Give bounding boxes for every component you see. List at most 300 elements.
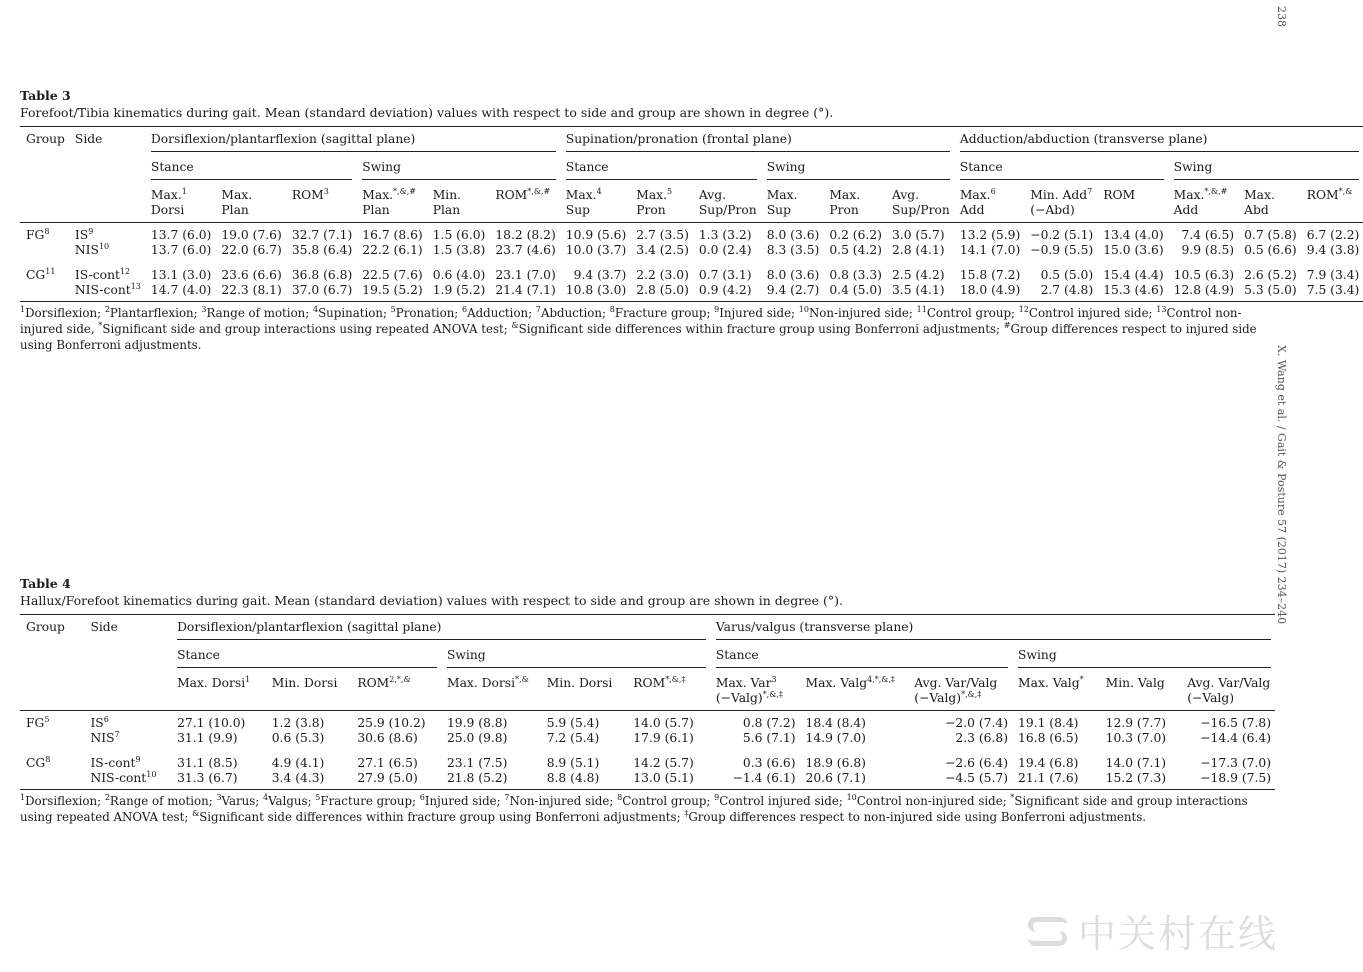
column-header-line1: Max. xyxy=(1244,188,1275,202)
phase-header: Swing xyxy=(761,155,954,183)
value-cell: 0.4 (5.0) xyxy=(829,283,882,297)
column-header xyxy=(351,671,441,710)
value-cell: 7.9 (3.4) xyxy=(1306,268,1360,282)
footnote-marker: 4 xyxy=(263,793,269,803)
value-cell: 2.8 (5.0) xyxy=(636,283,689,297)
footnote-marker: * xyxy=(98,321,103,331)
footnote-marker: 8 xyxy=(44,226,50,236)
value-cell: −16.5 (7.8) xyxy=(1200,716,1271,730)
footnote-text: Group differences respect to non-injured side using Bonferroni adjustments. xyxy=(688,810,1147,824)
value-cell: 37.0 (6.7) xyxy=(291,283,353,297)
group-label: FG xyxy=(26,228,45,242)
value-cell: 17.9 (6.1) xyxy=(633,731,694,745)
value-cell: 13.0 (5.1) xyxy=(633,771,694,785)
column-header-line1: Min. xyxy=(432,188,462,202)
column-header xyxy=(1168,183,1238,222)
column-header-line1: Max. Valg xyxy=(1018,676,1080,690)
side-label: IS-cont xyxy=(74,268,120,282)
footnote-marker: & xyxy=(192,809,200,819)
footnote-marker: *,&,‡ xyxy=(961,689,982,699)
group-label: FG xyxy=(26,716,45,730)
footnote-text: Control injured side; xyxy=(719,794,847,808)
value-cell: 0.9 (4.2) xyxy=(698,283,752,297)
footnote-marker: & xyxy=(511,321,519,331)
footnote-marker: # xyxy=(1003,321,1011,331)
footnote-text: Range of motion; xyxy=(206,306,313,320)
footnote-marker: *,& xyxy=(515,674,529,684)
column-header xyxy=(823,183,886,222)
footnote-marker: 1 xyxy=(20,305,26,315)
value-cell: 14.9 (7.0) xyxy=(805,731,866,745)
column-header-line1: Min. Valg xyxy=(1105,676,1165,690)
footnote-marker: 8 xyxy=(617,793,623,803)
table-row xyxy=(20,258,1363,283)
phase-header: Swing xyxy=(356,155,560,183)
column-header-line2: Plan xyxy=(432,203,461,217)
footnote-marker: 8 xyxy=(45,754,51,764)
value-cell: 5.9 (5.4) xyxy=(546,716,600,730)
footnote-text: Non-injured side; xyxy=(509,794,618,808)
footnote-marker: 8 xyxy=(609,305,615,315)
footnote-marker: *,& xyxy=(1338,186,1353,196)
value-cell: 8.3 (3.5) xyxy=(766,243,820,257)
column-header-line1: ROM xyxy=(1103,188,1136,202)
watermark xyxy=(1026,903,1278,958)
footnote-marker: *,&,# xyxy=(1204,186,1228,196)
column-header-line1: ROM xyxy=(495,188,528,202)
side-cell xyxy=(84,746,171,771)
value-cell: 9.4 (3.7) xyxy=(573,268,627,282)
column-header-line1: Max. Var xyxy=(715,676,772,690)
value-cell: 13.2 (5.9) xyxy=(959,228,1021,242)
value-cell: 10.5 (6.3) xyxy=(1173,268,1235,282)
footnote-text: Supination; xyxy=(318,306,391,320)
table4-footnote xyxy=(20,793,1275,825)
value-cell: 5.3 (5.0) xyxy=(1244,283,1297,297)
column-header xyxy=(266,671,352,710)
footnote-text: Range of motion; xyxy=(109,794,217,808)
column-header-line1: Min. Dorsi xyxy=(271,676,338,690)
value-cell: 1.5 (3.8) xyxy=(432,243,486,257)
value-cell: 15.4 (4.4) xyxy=(1103,268,1164,282)
value-cell: 15.0 (3.6) xyxy=(1103,243,1164,257)
value-cell: 15.2 (7.3) xyxy=(1105,771,1167,785)
column-header xyxy=(761,183,824,222)
value-cell: 0.2 (6.2) xyxy=(829,228,882,242)
value-cell: 18.4 (8.4) xyxy=(805,716,866,730)
footnote-marker: 5 xyxy=(315,793,321,803)
value-cell: 14.0 (5.7) xyxy=(633,716,694,730)
footnote-text: Adduction; xyxy=(467,306,536,320)
column-header xyxy=(693,183,761,222)
column-header-line2: Pron xyxy=(829,203,859,217)
column-header-line2: (−Valg) xyxy=(715,691,763,705)
footnote-marker: 1 xyxy=(20,793,26,803)
side-label: IS xyxy=(90,716,104,730)
column-header xyxy=(886,183,954,222)
value-cell: 2.3 (6.8) xyxy=(955,731,1009,745)
value-cell: 23.6 (6.6) xyxy=(221,268,282,282)
column-header xyxy=(954,183,1024,222)
side-cell xyxy=(84,711,171,732)
table-row xyxy=(20,771,1275,790)
value-cell: 13.1 (3.0) xyxy=(150,268,212,282)
value-cell: 22.0 (6.7) xyxy=(221,243,282,257)
column-header xyxy=(489,183,559,222)
value-cell: 7.5 (3.4) xyxy=(1306,283,1360,297)
watermark-text: 中关村在线 xyxy=(1077,912,1278,956)
value-cell: 19.9 (8.8) xyxy=(446,716,508,730)
footnote-marker: 7 xyxy=(114,729,120,739)
footnote-marker: 3 xyxy=(771,674,777,684)
value-cell: 2.2 (3.0) xyxy=(636,268,689,282)
value-cell: 0.0 (2.4) xyxy=(698,243,752,257)
column-header-line1: Max. xyxy=(829,188,861,202)
phase-header: Stance xyxy=(171,643,441,671)
footnote-marker: 11 xyxy=(45,266,56,276)
footnote-text: Non-injured side; xyxy=(808,306,917,320)
value-cell: 1.3 (3.2) xyxy=(698,228,752,242)
phase-header: Swing xyxy=(1012,643,1275,671)
value-cell: 27.1 (10.0) xyxy=(177,716,246,730)
column-header-line1: Avg. xyxy=(891,188,920,202)
phase-header: Stance xyxy=(710,643,1012,671)
footnote-marker: 7 xyxy=(504,793,510,803)
footnote-marker: 11 xyxy=(916,305,927,315)
value-cell: 0.8 (3.3) xyxy=(829,268,882,282)
column-header-line1: ROM xyxy=(1306,188,1339,202)
group-cell xyxy=(20,746,84,771)
footnote-marker: 7 xyxy=(535,305,541,315)
footnote-marker: 2,*,& xyxy=(389,674,411,684)
side-label: NIS-cont xyxy=(74,283,131,297)
value-cell: 18.2 (8.2) xyxy=(495,228,556,242)
value-cell: 15.8 (7.2) xyxy=(959,268,1021,282)
column-header-line1: Avg. Var/Valg xyxy=(1187,676,1271,690)
column-header xyxy=(1181,671,1275,710)
column-header xyxy=(560,183,630,222)
column-header-line1: Max. xyxy=(959,188,991,202)
side-header: Side xyxy=(90,620,118,634)
footnote-marker: 2 xyxy=(104,793,110,803)
footnote-marker: 9 xyxy=(135,754,141,764)
running-header: X. Wang et al. / Gait & Posture 57 (2017) 234–240 xyxy=(1275,345,1288,625)
column-header xyxy=(1301,183,1363,222)
column-header-line1: Max. xyxy=(221,188,253,202)
value-cell: 6.7 (2.2) xyxy=(1306,228,1360,242)
table-row xyxy=(20,283,1363,302)
value-cell: 3.5 (4.1) xyxy=(891,283,945,297)
footnote-marker: 5 xyxy=(390,305,396,315)
value-cell: 0.7 (5.8) xyxy=(1244,228,1297,242)
side-label: NIS xyxy=(74,243,99,257)
table4-block xyxy=(20,576,1275,825)
value-cell: 7.2 (5.4) xyxy=(546,731,600,745)
column-header-line2: Add xyxy=(1173,203,1199,217)
value-cell: 27.1 (6.5) xyxy=(357,756,418,770)
footnote-marker: 1 xyxy=(181,186,187,196)
value-cell: 18.9 (6.8) xyxy=(805,756,866,770)
column-header-line2: Plan xyxy=(362,203,390,217)
value-cell: 19.1 (8.4) xyxy=(1018,716,1079,730)
column-header-line1: Avg. xyxy=(698,188,726,202)
table-row xyxy=(20,746,1275,771)
footnote-marker: 4,*,&,‡ xyxy=(867,674,895,684)
value-cell: 2.7 (3.5) xyxy=(636,228,689,242)
footnote-text: Injured side; xyxy=(424,794,505,808)
footnote-text: Plantarflexion; xyxy=(109,306,202,320)
value-cell: 1.5 (6.0) xyxy=(432,228,486,242)
column-header-line1: Avg. Var/Valg xyxy=(914,676,998,690)
value-cell: 23.7 (4.6) xyxy=(495,243,556,257)
column-header-line1: Max. xyxy=(565,188,597,202)
column-header-line1: Max. xyxy=(1173,188,1205,202)
column-header-line2: Add xyxy=(959,203,985,217)
group-header: Group xyxy=(26,132,65,146)
footnote-text: Valgus; xyxy=(268,794,316,808)
table4-label: Table 4 xyxy=(20,576,71,591)
column-header xyxy=(1097,183,1167,222)
column-header xyxy=(908,671,1012,710)
footnote-text: Control non-injured side; xyxy=(856,794,1011,808)
column-header xyxy=(427,183,490,222)
side-cell xyxy=(69,223,145,244)
footnote-marker: 9 xyxy=(88,226,94,236)
plane-header: Dorsiflexion/plantarflexion (sagittal plane) xyxy=(145,127,560,156)
column-header-line2: Sup xyxy=(565,203,591,217)
group-cell xyxy=(20,771,84,790)
footnote-text: Control group; xyxy=(622,794,715,808)
footnote-text: Significant side and group interactions using repeated ANOVA test; xyxy=(102,322,512,336)
column-header-line2: Pron xyxy=(636,203,666,217)
table3 xyxy=(20,126,1363,302)
value-cell: −0.2 (5.1) xyxy=(1030,228,1094,242)
value-cell: 0.5 (5.0) xyxy=(1040,268,1094,282)
value-cell: 30.6 (8.6) xyxy=(357,731,418,745)
value-cell: 31.1 (8.5) xyxy=(177,756,238,770)
group-cell xyxy=(20,731,84,746)
footnote-marker: 9 xyxy=(714,793,720,803)
column-header-line2: Dorsi xyxy=(150,203,185,217)
column-header-line2: Abd xyxy=(1244,203,1269,217)
column-header-line1: ROM xyxy=(357,676,390,690)
phase-header: Swing xyxy=(441,643,710,671)
footnote-marker: *,&,‡ xyxy=(762,689,783,699)
column-header-line1: Max. xyxy=(150,188,182,202)
side-header: Side xyxy=(74,132,103,146)
value-cell: 21.4 (7.1) xyxy=(495,283,556,297)
footnote-marker: ‡ xyxy=(684,809,689,819)
value-cell: 31.1 (9.9) xyxy=(177,731,238,745)
value-cell: 8.8 (4.8) xyxy=(546,771,600,785)
value-cell: −1.4 (6.1) xyxy=(732,771,796,785)
value-cell: 13.4 (4.0) xyxy=(1103,228,1164,242)
footnote-marker: 6 xyxy=(419,793,425,803)
column-header xyxy=(441,671,541,710)
value-cell: 8.0 (3.6) xyxy=(766,228,820,242)
zol-logo-icon xyxy=(1026,913,1070,949)
column-header-line1: Max. xyxy=(636,188,668,202)
value-cell: 14.2 (5.7) xyxy=(633,756,694,770)
column-header-line1: Max. xyxy=(766,188,798,202)
column-header xyxy=(171,671,266,710)
group-label: CG xyxy=(26,268,46,282)
footnote-marker: 10 xyxy=(798,305,809,315)
group-cell xyxy=(20,283,69,302)
footnote-marker: 12 xyxy=(1018,305,1029,315)
phase-header: Stance xyxy=(145,155,356,183)
footnote-text: Abduction; xyxy=(540,306,610,320)
column-header xyxy=(215,183,285,222)
side-cell xyxy=(69,258,145,283)
table-row xyxy=(20,731,1275,746)
side-label: IS xyxy=(74,228,89,242)
footnote-marker: 2 xyxy=(104,305,110,315)
value-cell: 4.9 (4.1) xyxy=(271,756,325,770)
value-cell: 15.3 (4.6) xyxy=(1103,283,1164,297)
value-cell: 3.4 (2.5) xyxy=(636,243,689,257)
footnote-text: Dorsiflexion; xyxy=(25,794,105,808)
value-cell: −17.3 (7.0) xyxy=(1200,756,1271,770)
value-cell: 9.4 (2.7) xyxy=(766,283,820,297)
footnote-text: Significant side differences within fracture group using Bonferroni adjustments; xyxy=(199,810,685,824)
group-cell xyxy=(20,711,84,732)
table3-caption: Forefoot/Tibia kinematics during gait. Mean (standard deviation) values with respect to side and group are shown in degree (°). xyxy=(20,105,834,120)
table3-label: Table 3 xyxy=(20,88,71,103)
column-header xyxy=(541,671,628,710)
value-cell: 2.6 (5.2) xyxy=(1244,268,1297,282)
plane-header: Supination/pronation (frontal plane) xyxy=(560,127,954,156)
column-header-line2: (−Valg) xyxy=(914,691,962,705)
value-cell: 19.5 (5.2) xyxy=(362,283,423,297)
side-cell xyxy=(69,243,145,258)
value-cell: 1.2 (3.8) xyxy=(271,716,325,730)
value-cell: 8.0 (3.6) xyxy=(766,268,820,282)
footnote-text: Control non-injured side, xyxy=(20,306,1242,336)
column-header-line2: Sup/Pron xyxy=(698,203,757,217)
side-cell xyxy=(84,731,171,746)
group-cell xyxy=(20,258,69,283)
column-header-line2: Sup/Pron xyxy=(891,203,950,217)
column-header xyxy=(1100,671,1182,710)
table3-block xyxy=(20,88,1360,353)
value-cell: 35.8 (6.4) xyxy=(291,243,353,257)
value-cell: 9.9 (8.5) xyxy=(1181,243,1235,257)
column-header-line1: Min. Add xyxy=(1030,188,1088,202)
value-cell: 10.8 (3.0) xyxy=(565,283,627,297)
footnote-marker: 1 xyxy=(245,674,251,684)
column-header xyxy=(286,183,356,222)
footnote-text: Fracture group; xyxy=(614,306,715,320)
value-cell: 22.2 (6.1) xyxy=(362,243,423,257)
footnote-marker: 4 xyxy=(596,186,602,196)
value-cell: −0.9 (5.5) xyxy=(1030,243,1094,257)
column-header-line1: Max. Dorsi xyxy=(446,676,516,690)
footnote-marker: 6 xyxy=(103,714,109,724)
footnote-marker: 5 xyxy=(667,186,673,196)
footnote-text: Significant side differences within fracture group using Bonferroni adjustments; xyxy=(518,322,1004,336)
phase-header: Stance xyxy=(954,155,1168,183)
value-cell: −4.5 (5.7) xyxy=(945,771,1009,785)
value-cell: −2.0 (7.4) xyxy=(945,716,1009,730)
column-header-line1: ROM xyxy=(633,676,666,690)
footnote-marker: 13 xyxy=(1156,305,1167,315)
table4-caption: Hallux/Forefoot kinematics during gait. Mean (standard deviation) values with respect to side and group are shown in degree (°). xyxy=(20,593,843,608)
column-header-line1: Min. Dorsi xyxy=(546,676,613,690)
value-cell: −14.4 (6.4) xyxy=(1200,731,1271,745)
footnote-marker: 5 xyxy=(44,714,50,724)
footnote-marker: *,&,# xyxy=(527,186,551,196)
value-cell: 14.7 (4.0) xyxy=(150,283,212,297)
column-header-line1: Max. Dorsi xyxy=(177,676,246,690)
value-cell: 22.3 (8.1) xyxy=(221,283,282,297)
footnote-text: Significant side and group interactions using repeated ANOVA test; xyxy=(20,794,1248,824)
value-cell: 2.5 (4.2) xyxy=(891,268,945,282)
value-cell: 25.0 (9.8) xyxy=(446,731,508,745)
side-label: IS-cont xyxy=(90,756,136,770)
footnote-text: Dorsiflexion; xyxy=(25,306,105,320)
column-header-line1: Max. xyxy=(362,188,394,202)
footnote-text: Fracture group; xyxy=(320,794,420,808)
footnote-marker: 9 xyxy=(714,305,720,315)
value-cell: 0.6 (5.3) xyxy=(271,731,325,745)
footnote-text: Group differences respect to injured side using Bonferroni adjustments. xyxy=(20,322,1257,352)
footnote-marker: 3 xyxy=(201,305,207,315)
value-cell: 1.9 (5.2) xyxy=(432,283,486,297)
value-cell: 5.6 (7.1) xyxy=(742,731,796,745)
phase-header: Stance xyxy=(560,155,761,183)
side-cell xyxy=(84,771,171,790)
value-cell: 0.5 (6.6) xyxy=(1244,243,1297,257)
column-header xyxy=(1238,183,1301,222)
footnote-text: Injured side; xyxy=(719,306,799,320)
footnote-marker: 10 xyxy=(846,793,857,803)
value-cell: 16.7 (8.6) xyxy=(362,228,423,242)
group-label: CG xyxy=(26,756,46,770)
column-header xyxy=(356,183,426,222)
value-cell: 10.0 (3.7) xyxy=(565,243,627,257)
footnote-text: Pronation; xyxy=(395,306,463,320)
footnote-marker: 12 xyxy=(119,266,131,276)
value-cell: 0.3 (6.6) xyxy=(742,756,796,770)
value-cell: 7.4 (6.5) xyxy=(1181,228,1235,242)
value-cell: 21.1 (7.6) xyxy=(1018,771,1079,785)
page-number: 238 xyxy=(1275,6,1288,27)
value-cell: 0.5 (4.2) xyxy=(829,243,882,257)
footnote-marker: 3 xyxy=(323,186,329,196)
column-header-line1: ROM xyxy=(291,188,324,202)
side-label: NIS-cont xyxy=(90,771,147,785)
footnote-marker: * xyxy=(1079,674,1084,684)
table4 xyxy=(20,614,1275,790)
group-header: Group xyxy=(26,620,65,634)
footnote-marker: *,&,# xyxy=(393,186,416,196)
table-row xyxy=(20,243,1363,258)
value-cell: 9.4 (3.8) xyxy=(1306,243,1360,257)
value-cell: 3.4 (4.3) xyxy=(271,771,325,785)
column-header xyxy=(145,183,215,222)
footnote-marker: 13 xyxy=(130,281,141,291)
value-cell: −18.9 (7.5) xyxy=(1200,771,1271,785)
side-label: NIS xyxy=(90,731,115,745)
value-cell: 25.9 (10.2) xyxy=(357,716,426,730)
footnote-text: Control injured side; xyxy=(1028,306,1157,320)
table-row xyxy=(20,711,1275,732)
value-cell: 12.8 (4.9) xyxy=(1173,283,1235,297)
footnote-marker: 4 xyxy=(313,305,319,315)
plane-header: Adduction/abduction (transverse plane) xyxy=(954,127,1363,156)
table-row xyxy=(20,223,1363,244)
